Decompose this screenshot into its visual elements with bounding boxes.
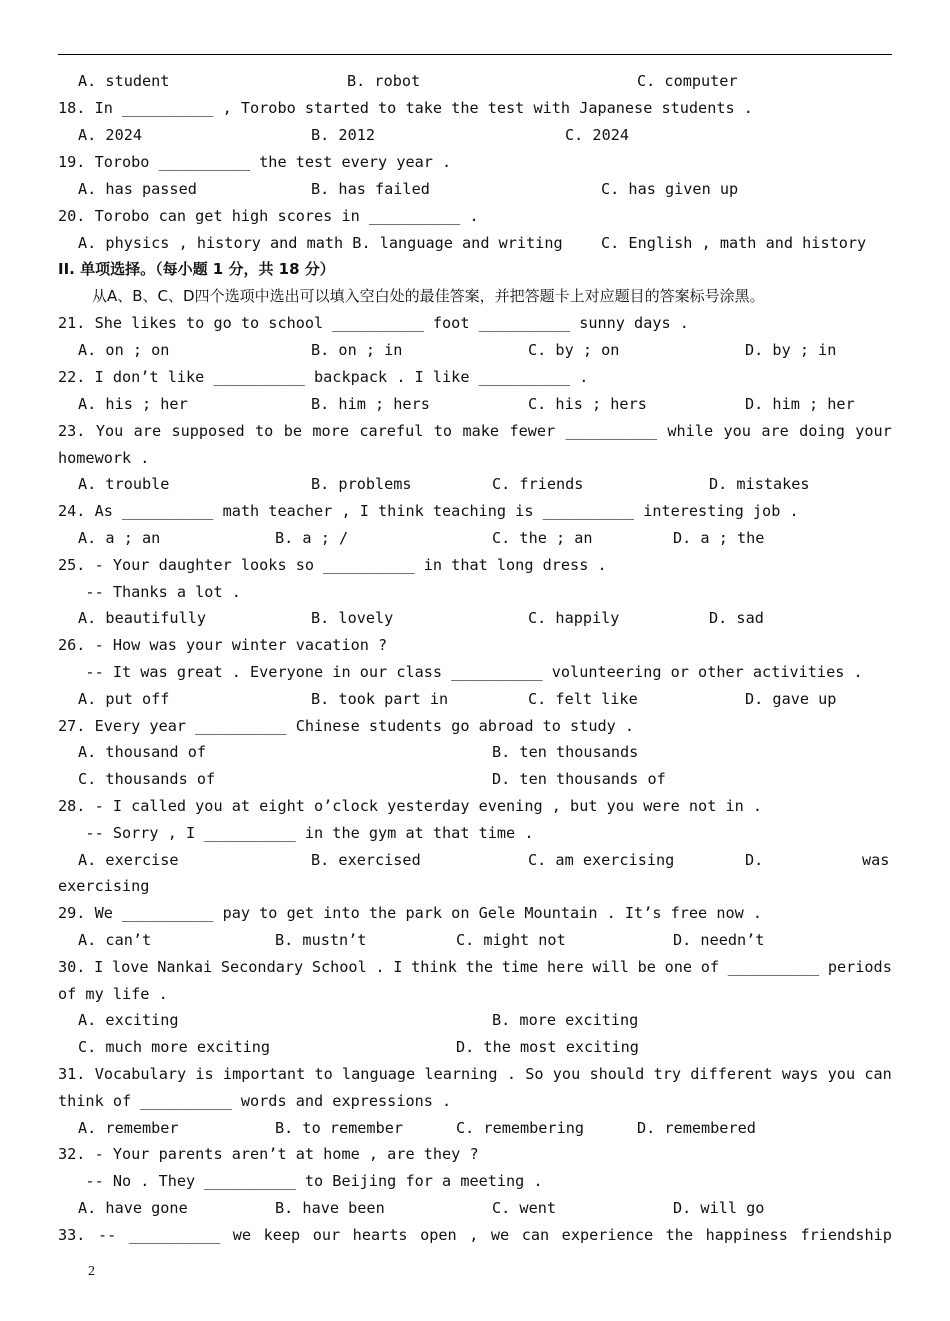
word: make (462, 422, 500, 440)
answer-option: A. trouble (78, 475, 170, 493)
answer-option: C. happily (528, 609, 620, 627)
word: you (723, 422, 751, 440)
word: School (311, 958, 367, 976)
answer-option: B. 2012 (311, 126, 376, 144)
answer-option: B. on ; in (311, 341, 403, 359)
answer-option: D. needn’t (673, 931, 765, 949)
word: 33. (58, 1226, 86, 1244)
questions-text-line: exercising (58, 877, 150, 895)
answer-option: C. am exercising (528, 851, 675, 869)
questions-text-line: 25. - Your daughter looks so __________ in that long dress . (58, 556, 607, 574)
lines-text-line: 19. Torobo __________ the test every year . (58, 153, 452, 171)
answer-option: D. gave up (745, 690, 837, 708)
answer-option: A. thousand of (78, 743, 207, 761)
header-rule (58, 54, 892, 55)
answer-option: A. exciting (78, 1011, 179, 1029)
questions-text-line: of my life . (58, 985, 168, 1003)
page-number: 2 (88, 1264, 95, 1279)
lines-text-line: 18. In __________ , Torobo started to take the test with Japanese students . (58, 99, 753, 117)
word: Vocabulary (94, 1065, 187, 1083)
questions-text-line: 29. We __________ pay to get into the park on Gele Mountain . It’s free now . (58, 904, 763, 922)
answer-option: A. remember (78, 1119, 179, 1137)
section-title: II. 单项选择。（每小题 1 分，共 18 分） (58, 260, 335, 278)
word: different (690, 1065, 773, 1083)
word: __________ (727, 958, 820, 976)
word: periods (827, 958, 892, 976)
word: can (864, 1065, 892, 1083)
questions-text-line: 32. - Your parents aren’t at home , are they ? (58, 1145, 479, 1163)
answer-option: B. exercised (311, 851, 421, 869)
answer-option: A. put off (78, 690, 170, 708)
answer-option: D. a ; the (673, 529, 765, 547)
answer-option: A. on ; on (78, 341, 170, 359)
word: are (761, 422, 789, 440)
answer-option: C. friends (492, 475, 584, 493)
questions-text-line: -- It was great . Everyone in our class __________ volunteering or other activities . (58, 663, 863, 681)
word: Nankai (157, 958, 213, 976)
word: of (700, 958, 719, 976)
questions-text-line: -- No . They __________ to Beijing for a meeting . (58, 1172, 543, 1190)
answer-option: A. exercise (78, 851, 179, 869)
word: time (501, 958, 539, 976)
word: our (312, 1226, 341, 1244)
answer-option: B. more exciting (492, 1011, 639, 1029)
answer-option: B. mustn’t (275, 931, 367, 949)
word: 31. (58, 1065, 86, 1083)
questions-text-line: 27. Every year __________ Chinese students go abroad to study . (58, 717, 635, 735)
word: supposed (171, 422, 245, 440)
answer-option: A. his ; her (78, 395, 188, 413)
questions-text-line: homework . (58, 449, 150, 467)
answer-option: A. physics , history and math B. language and writing (78, 234, 563, 252)
answer-option: A. beautifully (78, 609, 207, 627)
answer-option: D. him ; her (745, 395, 855, 413)
word: fewer (509, 422, 556, 440)
word: to (314, 1065, 333, 1083)
answer-option: D. the most exciting (456, 1038, 639, 1056)
questions-text-line: 21. She likes to go to school __________ foot __________ sunny days . (58, 314, 689, 332)
word: friendship (800, 1226, 892, 1244)
lines-text-line: 20. Torobo can get high scores in __________ . (58, 207, 479, 225)
questions-text-line: think of __________ words and expressions . (58, 1092, 452, 1110)
answer-option: D. remembered (637, 1119, 756, 1137)
questions-justified-line (58, 1225, 892, 1245)
word: can (521, 1226, 550, 1244)
answer-option: B. problems (311, 475, 412, 493)
answer-option: A. student (78, 72, 170, 90)
word: . (506, 1065, 516, 1083)
answer-option: D. ten thousands of (492, 770, 666, 788)
word: , (469, 1226, 479, 1244)
answer-option: B. robot (347, 72, 421, 90)
answer-option: A. a ; an (78, 529, 161, 547)
word: are (133, 422, 162, 440)
answer-option: C. remembering (456, 1119, 585, 1137)
questions-text-line: 28. - I called you at eight o’clock yesterday evening , but you were not in . (58, 797, 763, 815)
answer-option: B. has failed (311, 180, 430, 198)
word: you (552, 1065, 581, 1083)
word: here (547, 958, 584, 976)
answer-option: was (862, 851, 890, 869)
answer-option: A. can’t (78, 931, 152, 949)
questions-text-line: 26. - How was your winter vacation ? (58, 636, 388, 654)
word: love (112, 958, 149, 976)
answer-option: A. 2024 (78, 126, 143, 144)
answer-option: A. has passed (78, 180, 197, 198)
answer-option: D. (745, 851, 764, 869)
word: __________ (565, 422, 657, 440)
answer-option: D. will go (673, 1199, 765, 1217)
word: more (312, 422, 349, 440)
questions-justified-line (58, 1064, 892, 1084)
word: you (827, 1065, 856, 1083)
word: Secondary (220, 958, 304, 976)
answer-option: C. the ; an (492, 529, 593, 547)
questions-text-line: -- Thanks a lot . (58, 583, 241, 601)
answer-option: C. by ; on (528, 341, 620, 359)
answer-option: C. 2024 (565, 126, 630, 144)
answer-option: B. lovely (311, 609, 394, 627)
word: one (664, 958, 692, 976)
section-instructions: 从A、B、C、D四个选项中选出可以填入空白处的最佳答案，并把答题卡上对应题目的答案标号涂黑。 (92, 287, 765, 305)
word: try (653, 1065, 682, 1083)
word: I (94, 958, 104, 976)
word: keep (263, 1226, 301, 1244)
word: we (490, 1226, 510, 1244)
word: important (222, 1065, 306, 1083)
answer-option: B. to remember (275, 1119, 404, 1137)
word: You (95, 422, 124, 440)
word: -- (97, 1226, 117, 1244)
word: language (342, 1065, 416, 1083)
answer-option: B. ten thousands (492, 743, 639, 761)
word: I (393, 958, 403, 976)
word: will (592, 958, 629, 976)
answer-option: C. English , math and history (601, 234, 867, 252)
answer-option: B. him ; hers (311, 395, 430, 413)
word: ways (781, 1065, 819, 1083)
word: to (255, 422, 274, 440)
answer-option: C. felt like (528, 690, 638, 708)
word: the (465, 958, 494, 976)
answer-option: C. has given up (601, 180, 739, 198)
word: experience (561, 1226, 654, 1244)
word: happiness (705, 1226, 788, 1244)
word: should (589, 1065, 645, 1083)
word: think (411, 958, 457, 976)
word: we (232, 1226, 252, 1244)
answer-option: C. thousands of (78, 770, 216, 788)
word: to (433, 422, 453, 440)
answer-option: C. computer (637, 72, 738, 90)
questions-justified-line (58, 421, 892, 441)
word: is (195, 1065, 214, 1083)
word: So (525, 1065, 544, 1083)
answer-option: B. have been (275, 1199, 385, 1217)
word: be (637, 958, 656, 976)
word: 23. (58, 422, 86, 440)
word: 30. (58, 958, 86, 976)
word: while (667, 422, 714, 440)
word: the (665, 1226, 694, 1244)
answer-option: A. have gone (78, 1199, 188, 1217)
questions-text-line: -- Sorry , I __________ in the gym at that time . (58, 824, 534, 842)
word: open (420, 1226, 457, 1244)
answer-option: C. went (492, 1199, 557, 1217)
answer-option: C. his ; hers (528, 395, 647, 413)
answer-option: C. might not (456, 931, 566, 949)
word: careful (359, 422, 424, 440)
answer-option: D. by ; in (745, 341, 837, 359)
answer-option: D. sad (709, 609, 764, 627)
word: be (283, 422, 303, 440)
answer-option: B. took part in (311, 690, 449, 708)
questions-text-line: 22. I don’t like __________ backpack . I like __________ . (58, 368, 589, 386)
word: doing (799, 422, 845, 440)
word: your (855, 422, 892, 440)
word: learning (424, 1065, 498, 1083)
word: __________ (128, 1226, 221, 1244)
answer-option: D. mistakes (709, 475, 810, 493)
word: . (375, 958, 385, 976)
answer-option: C. much more exciting (78, 1038, 271, 1056)
answer-option: B. a ; / (275, 529, 349, 547)
questions-text-line: 24. As __________ math teacher , I think teaching is __________ interesting job . (58, 502, 799, 520)
word: hearts (352, 1226, 408, 1244)
questions-justified-line (58, 957, 892, 977)
